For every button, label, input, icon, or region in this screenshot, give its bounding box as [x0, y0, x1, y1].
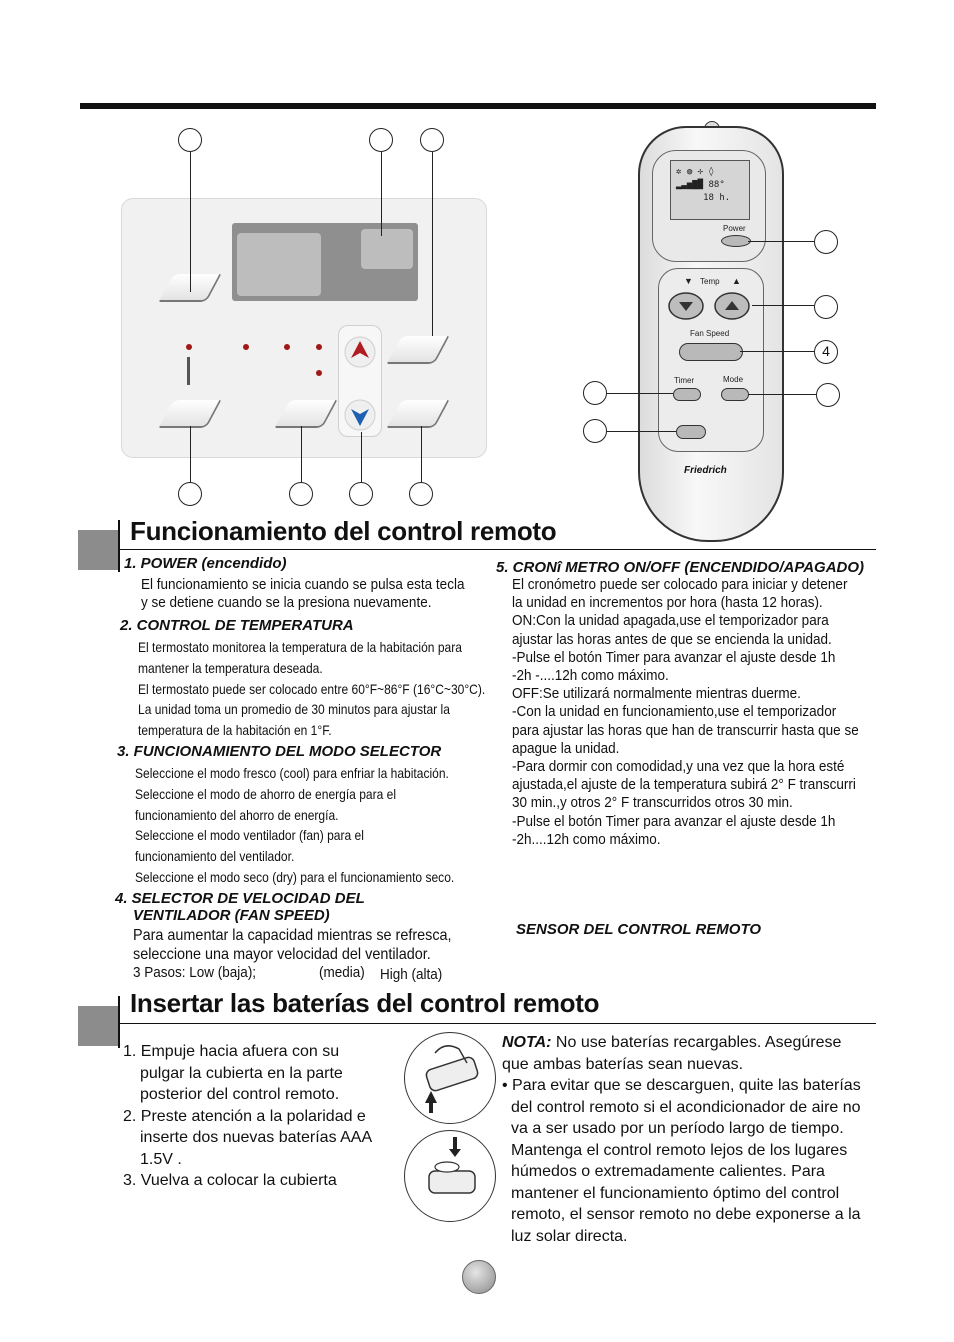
- temp-text: El termostato monitorea la temperatura de la habitación para mantener la temperatura deseada. El termostato puede ser colocado entre 60°F~86°F (16°C~30°C). La unidad toma un promedio de 30 minutos para ajustar la temperatura de la habitación en 1°F.: [138, 639, 486, 739]
- power-text: El funcionamiento se inicia cuando se pulsa esta tecla y se detiene cuando se la presiona nuevamente.: [141, 576, 465, 612]
- callout-circle: [178, 128, 202, 152]
- temp-down-icon: ▼: [684, 276, 693, 286]
- panel-down-arrow-icon: [342, 397, 378, 433]
- section-marker: [78, 1006, 118, 1046]
- indicator-led: [316, 370, 322, 376]
- section-marker: [78, 530, 118, 570]
- timer-heading: 5. CRONî METRO ON/OFF (ENCENDIDO/APAGADO): [496, 559, 865, 576]
- fan-steps: 3 Pasos: Low (baja);: [133, 964, 257, 981]
- sensor-heading: SENSOR DEL CONTROL REMOTO: [516, 921, 762, 938]
- callout-circle: [349, 482, 373, 506]
- fan-text: Para aumentar la capacidad mientras se refresca, seleccione una mayor velocidad del ventilador.: [133, 927, 452, 963]
- battery-cover-icon: [404, 1032, 496, 1124]
- fan-heading-line2: VENTILADOR (FAN SPEED): [133, 907, 330, 924]
- fan-media: (media): [319, 964, 365, 981]
- callout-line: [748, 241, 814, 242]
- section-title: Insertar las baterías del control remoto: [130, 988, 600, 1018]
- remote-timer-label: Timer: [674, 376, 695, 385]
- callout-circle: [178, 482, 202, 506]
- indicator-led: [186, 344, 192, 350]
- remote-temp-label: Temp: [700, 277, 720, 286]
- remote-power-button[interactable]: [721, 235, 751, 247]
- section-rule: [118, 1023, 876, 1024]
- mode-text: Seleccione el modo fresco (cool) para enfriar la habitación. Seleccione el modo de ahorro de energía para el funcionamiento del ahorro de energía. Seleccione el modo ventilador (fan) para el funcionamiento del ventilador. Seleccione el modo seco (dry) para el funcionamiento seco.: [135, 765, 455, 885]
- battery-insert-icon: [404, 1130, 496, 1222]
- timer-text: El cronómetro puede ser colocado para iniciar y detener la unidad en incrementos por hora (hasta 12 horas). ON:Con la unidad apagada,use el temporizador para ajustar las horas antes de que se encienda la unidad. -Pulse el botón Timer para avanzar el ajuste desde 1h -2h -....12h como máximo. OFF:Se utilizará normalmente mientras duerme. -Con la unidad en funcionamiento,use el temporizador para ajustar las horas que han de transcurrir hasta que se apague la unidad. -Para dormir con comodidad,y una vez que la hora esté ajustada,el ajuste de la temperatura subirá 2° F transcurri 30 min.,y otros 2° F transcurridos otros 30 min. -Pulse el botón Timer para avanzar el ajuste desde 1h -2h....12h como máximo.: [512, 576, 859, 848]
- temp-up-icon: ▲: [732, 276, 741, 286]
- callout-line: [752, 305, 814, 306]
- section-divider: [118, 996, 120, 1048]
- callout-line: [748, 394, 816, 395]
- callout-circle: [583, 381, 607, 405]
- callout-circle: [289, 482, 313, 506]
- panel-display-digits: [237, 233, 321, 296]
- indicator-led: [243, 344, 249, 350]
- fan-high: High (alta): [380, 966, 443, 983]
- remote-brand-logo: Friedrich: [684, 465, 727, 476]
- callout-line: [607, 431, 676, 432]
- callout-line: [381, 152, 382, 236]
- callout-circle: [420, 128, 444, 152]
- remote-mode-label: Mode: [723, 375, 744, 384]
- callout-circle: [583, 419, 607, 443]
- callout-circle: [369, 128, 393, 152]
- callout-line: [301, 426, 302, 482]
- remote-sleep-button[interactable]: [676, 425, 706, 439]
- callout-line: [607, 393, 673, 394]
- battery-note: NOTA: No use baterías recargables. Asegúrese que ambas baterías sean nuevas. • Para evitar que se descarguen, quite las baterías del control remoto si el acondicionador de aire no va a ser usado por un período largo de tiempo. Mantenga el control remoto lejos de los lugares húmedos o extremadamente calientes. Para mantener el funcionamiento óptimo del control remoto, el sensor remoto no debe exponerse a la luz solar directa.: [502, 1034, 861, 1245]
- remote-fan-speed-label: Fan Speed: [690, 329, 730, 338]
- section-rule: [118, 549, 876, 550]
- indicator-bar: [187, 357, 190, 385]
- fan-heading: 4. SELECTOR DE VELOCIDAD DEL: [115, 890, 365, 907]
- page-number-badge: [462, 1260, 496, 1294]
- top-rule: [80, 103, 876, 109]
- callout-circle: [409, 482, 433, 506]
- power-heading: 1. POWER (encendido): [124, 555, 287, 572]
- remote-fan-speed-button[interactable]: [679, 343, 743, 361]
- callout-line: [190, 152, 191, 292]
- callout-circle: [814, 230, 838, 254]
- mode-heading: 3. FUNCIONAMIENTO DEL MODO SELECTOR: [117, 743, 442, 760]
- callout-line: [361, 432, 362, 482]
- callout-line: [421, 426, 422, 482]
- callout-line: [740, 351, 814, 352]
- remote-temp-buttons[interactable]: [666, 290, 754, 322]
- remote-power-label: Power: [723, 224, 746, 233]
- callout-circle-4: 4: [814, 340, 838, 364]
- indicator-led: [284, 344, 290, 350]
- callout-line: [190, 426, 191, 482]
- panel-display-sensor: [361, 229, 413, 269]
- battery-steps: 1. Empuje hacia afuera con su pulgar la cubierta en la parte posterior del control remoto. 2. Preste atención a la polaridad e inserte dos nuevas baterías AAA 1.5V . 3. Vuelva a colocar la cubierta: [123, 1043, 373, 1189]
- callout-circle: [816, 383, 840, 407]
- section-title: Funcionamiento del control remoto: [130, 516, 557, 546]
- remote-lcd-icons: ✲ ◍ ✢ ◊ ▂▃▅▇█ 88° 18 h.: [676, 167, 731, 203]
- section-divider: [118, 520, 120, 572]
- remote-timer-button[interactable]: [673, 388, 701, 401]
- panel-up-arrow-icon: [342, 334, 378, 370]
- callout-line: [432, 152, 433, 336]
- temp-heading: 2. CONTROL DE TEMPERATURA: [120, 617, 354, 634]
- remote-mode-button[interactable]: [721, 388, 749, 401]
- note-label: NOTA:: [502, 1034, 552, 1051]
- indicator-led: [316, 344, 322, 350]
- callout-circle: [814, 295, 838, 319]
